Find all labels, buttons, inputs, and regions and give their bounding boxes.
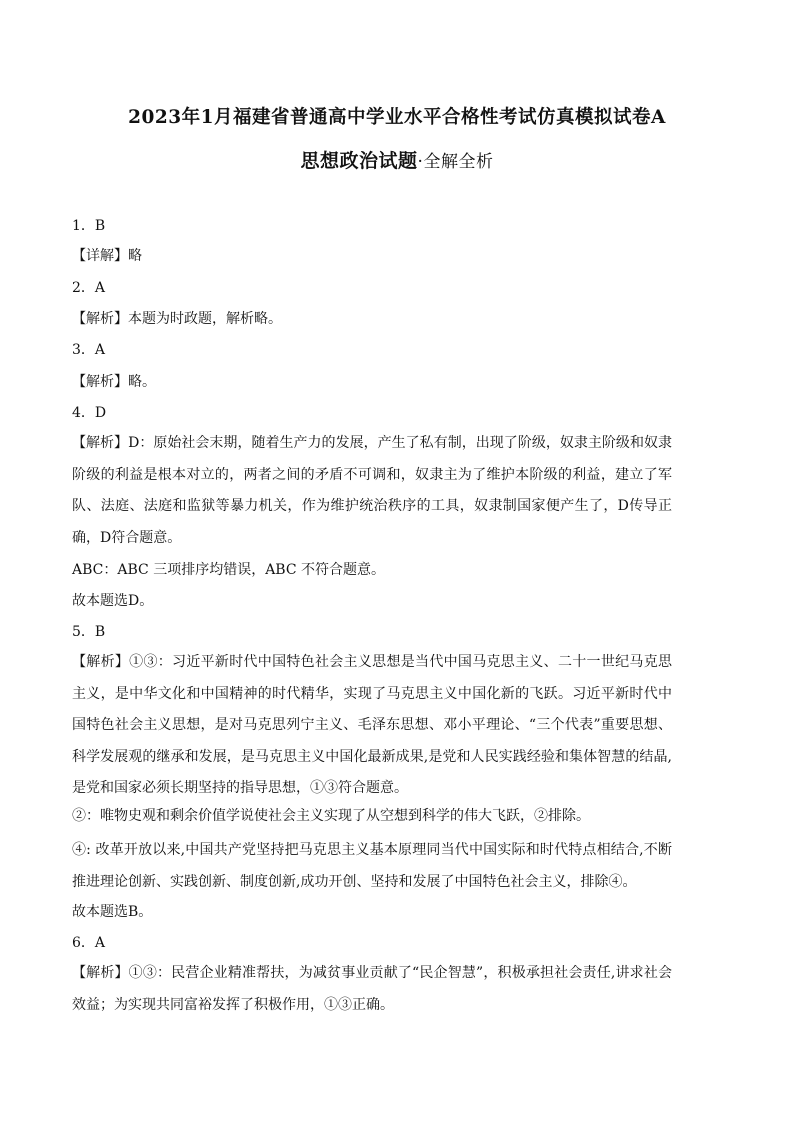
document-title: 2023年1月福建省普通高中学业水平合格性考试仿真模拟试卷A [128, 107, 666, 128]
answer-4-conclusion: 故本题选D。 [72, 593, 154, 609]
answer-5-option-2-note: ②：唯物史观和剩余价值学说使社会主义实现了从空想到科学的伟大飞跃，②排除。 [72, 808, 590, 824]
answer-1-explanation: 【详解】略 [72, 248, 142, 264]
answer-3-explanation: 【解析】略。 [72, 374, 156, 390]
document-subtitle [0, 146, 794, 173]
subtitle-main: 思想政治试题 [300, 150, 418, 172]
answer-5-option-4-note: ④: 改革开放以来,中国共产党坚持把马克思主义基本原理同当代中国实际和时代特点相结合,不断推进理论创新、实践创新、制度创新,成功开创、坚持和发展了中国特色社会主义，排除④。 [72, 842, 672, 890]
answer-5-conclusion: 故本题选B。 [72, 904, 153, 920]
answer-5-number: 5．B [72, 624, 106, 640]
answer-5-explanation: 【解析】①③：习近平新时代中国特色社会主义思想是当代中国马克思主义、二十一世纪马克思主义，是中华文化和中国精神的时代精华，实现了马克思主义中国化新的飞跃。习近平新时代中国特色社会主义思想，是对马克思列宁主义、毛泽东思想、邓小平理论、“三个代表”重要思想、科学发展观的继承和发展，是马克思主义中国化最新成果,是党和人民实践经验和集体智慧的结晶,是党和国家必须长期坚持的指导思想，①③符合题意。 [72, 654, 672, 796]
answer-4-explanation: 【解析】D：原始社会末期，随着生产力的发展，产生了私有制，出现了阶级，奴隶主阶级和奴隶阶级的利益是根本对立的，两者之间的矛盾不可调和，奴隶主为了维护本阶级的利益，建立了军队、法庭、法庭和监狱等暴力机关，作为维护统治秩序的工具，奴隶制国家便产生了，D传导正确，D符合题意。 [72, 435, 672, 546]
answer-6-number: 6．A [72, 935, 106, 951]
subtitle-suffix: ·全解全析 [417, 152, 494, 172]
answer-4-option-note: ABC：ABC 三项排序均错误，ABC 不符合题意。 [72, 562, 386, 578]
answer-6-explanation: 【解析】①③：民营企业精准帮扶，为减贫事业贡献了“民企智慧”，积极承担社会责任,讲求社会效益；为实现共同富裕发挥了积极作用，①③正确。 [72, 965, 672, 1013]
answer-3-number: 3．A [72, 342, 106, 358]
answer-2-number: 2．A [72, 280, 106, 296]
answer-1-number: 1．B [72, 218, 106, 234]
answer-2-explanation: 【解析】本题为时政题，解析略。 [72, 311, 282, 327]
answer-4-number: 4．D [72, 405, 107, 421]
